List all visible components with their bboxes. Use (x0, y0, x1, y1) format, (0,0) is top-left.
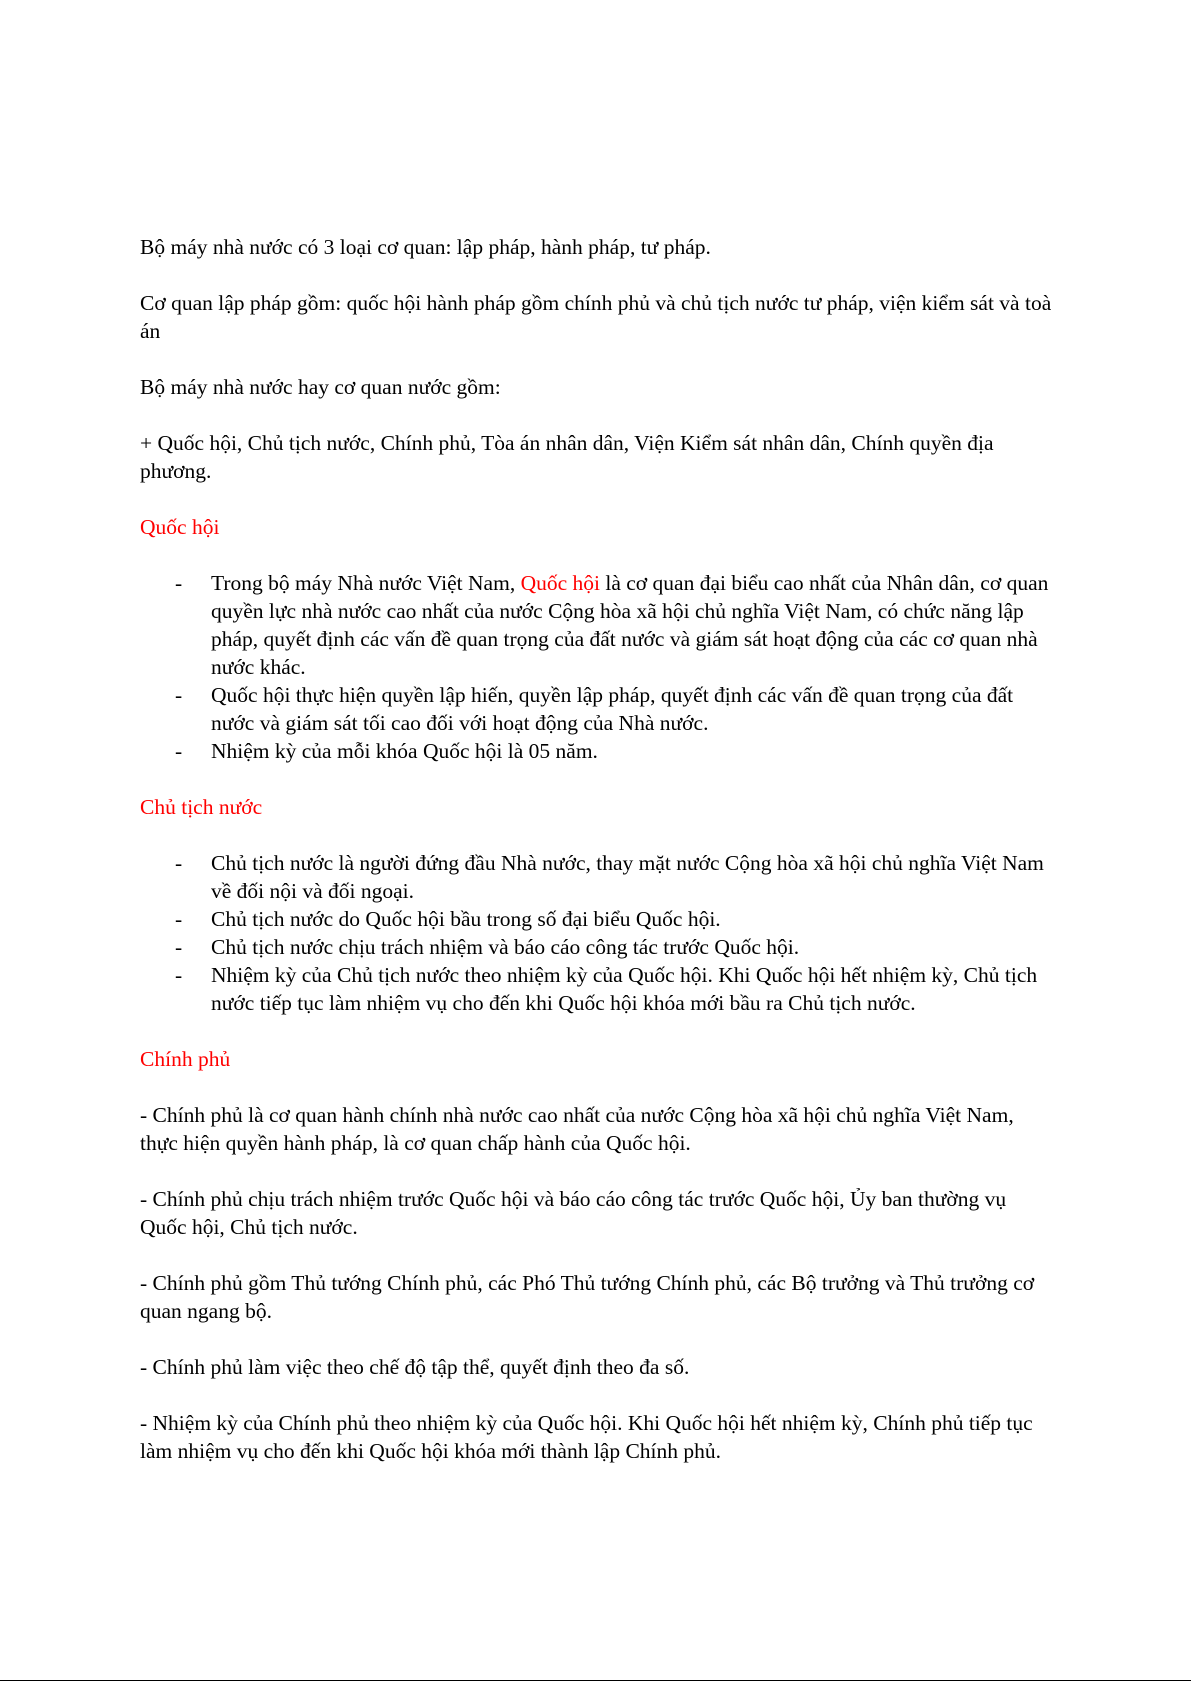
heading-chu-tich-nuoc: Chủ tịch nước (140, 795, 263, 819)
list-item-text: Trong bộ máy Nhà nước Việt Nam, (211, 571, 521, 595)
dash-bullet: - (175, 963, 183, 987)
chinh-phu-paragraph-2: - Chính phủ chịu trách nhiệm trước Quốc hội và báo cáo công tác trước Quốc hội, Ủy ban thường vụ Quốc hội, Chủ tịch nước. (140, 1187, 1007, 1239)
heading-chinh-phu: Chính phủ (140, 1047, 231, 1071)
list-item (140, 569, 1052, 681)
document-body (140, 233, 1052, 1493)
list-item-text: Chủ tịch nước là người đứng đầu Nhà nước, thay mặt nước Cộng hòa xã hội chủ nghĩa Việt Nam về đối nội và đối ngoại. (211, 851, 1044, 903)
chinh-phu-paragraph-5: - Nhiệm kỳ của Chính phủ theo nhiệm kỳ của Quốc hội. Khi Quốc hội hết nhiệm kỳ, Chính phủ tiếp tục làm nhiệm vụ cho đến khi Quốc hội khóa mới thành lập Chính phủ. (140, 1411, 1033, 1463)
chinh-phu-paragraph-4: - Chính phủ làm việc theo chế độ tập thể, quyết định theo đa số. (140, 1355, 690, 1379)
list-item-text: Chủ tịch nước do Quốc hội bầu trong số đại biểu Quốc hội. (211, 907, 721, 931)
list-item (140, 737, 1052, 765)
list-item-text: Chủ tịch nước chịu trách nhiệm và báo cáo công tác trước Quốc hội. (211, 935, 800, 959)
list-item (140, 905, 1052, 933)
list-item-text: Nhiệm kỳ của Chủ tịch nước theo nhiệm kỳ của Quốc hội. Khi Quốc hội hết nhiệm kỳ, Chủ tịch nước tiếp tục làm nhiệm vụ cho đến khi Quốc hội khóa mới bầu ra Chủ tịch nước. (211, 963, 1038, 1015)
chinh-phu-paragraph-1: - Chính phủ là cơ quan hành chính nhà nước cao nhất của nước Cộng hòa xã hội chủ nghĩa Việt Nam, thực hiện quyền hành pháp, là cơ quan chấp hành của Quốc hội. (140, 1103, 1014, 1155)
intro-paragraph-3: Bộ máy nhà nước hay cơ quan nước gồm: (140, 375, 501, 399)
intro-paragraph-1: Bộ máy nhà nước có 3 loại cơ quan: lập pháp, hành pháp, tư pháp. (140, 235, 711, 259)
highlighted-term: Quốc hội (520, 571, 600, 595)
list-item (140, 681, 1052, 737)
dash-bullet: - (175, 935, 183, 959)
heading-quoc-hoi: Quốc hội (140, 515, 220, 539)
list-item-text: Quốc hội thực hiện quyền lập hiến, quyền lập pháp, quyết định các vấn đề quan trọng của đất nước và giám sát tối cao đối với hoạt động của Nhà nước. (211, 683, 1014, 735)
intro-paragraph-4: + Quốc hội, Chủ tịch nước, Chính phủ, Tòa án nhân dân, Viện Kiểm sát nhân dân, Chính quyền địa phương. (140, 431, 994, 483)
intro-paragraph-2: Cơ quan lập pháp gồm: quốc hội hành pháp gồm chính phủ và chủ tịch nước tư pháp, viện kiểm sát và toà án (140, 291, 1052, 343)
chinh-phu-paragraph-3: - Chính phủ gồm Thủ tướng Chính phủ, các Phó Thủ tướng Chính phủ, các Bộ trưởng và Thủ trưởng cơ quan ngang bộ. (140, 1271, 1035, 1323)
dash-bullet: - (175, 907, 183, 931)
dash-bullet: - (175, 851, 183, 875)
footer-divider (0, 1680, 1191, 1681)
list-chu-tich-nuoc (140, 849, 1052, 1017)
dash-bullet: - (175, 571, 183, 595)
list-item (140, 849, 1052, 905)
list-item-text: là cơ quan đại biểu cao nhất của Nhân dân, cơ quan quyền lực nhà nước cao nhất của nước Cộng hòa xã hội chủ nghĩa Việt Nam, có chức năng lập pháp, quyết định các vấn đề quan trọng của đất nước và giám sát hoạt động của các cơ quan nhà nước khác. (211, 571, 1049, 679)
list-item-text: Nhiệm kỳ của mỗi khóa Quốc hội là 05 năm. (211, 739, 598, 763)
list-item (140, 933, 1052, 961)
dash-bullet: - (175, 683, 183, 707)
dash-bullet: - (175, 739, 183, 763)
list-item (140, 961, 1052, 1017)
list-quoc-hoi (140, 569, 1052, 765)
